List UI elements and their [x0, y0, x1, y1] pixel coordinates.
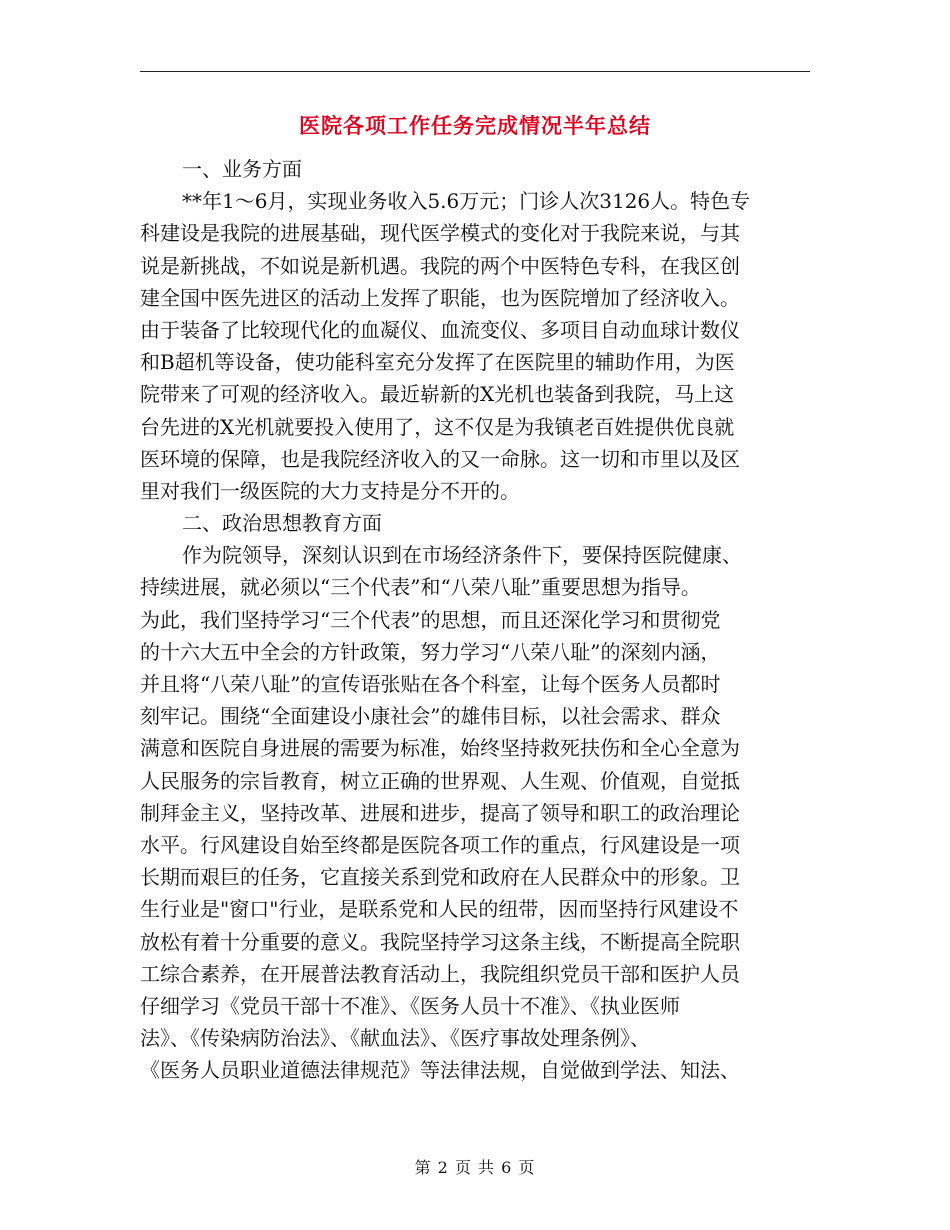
text-line: 并且将“八荣八耻”的宣传语张贴在各个科室，让每个医务人员都时	[140, 672, 721, 696]
text-line: 科建设是我院的进展基础，现代医学模式的变化对于我院来说，与其	[140, 221, 740, 246]
text-line: 和B超机等设备，使功能科室充分发挥了在医院里的辅助作用，为医	[140, 350, 735, 375]
text-line: 满意和医院自身进展的需要为标准，始终坚持救死扶伤和全心全意为	[140, 736, 740, 761]
header-rule	[140, 71, 810, 72]
text-line: 二、政治思想教育方面	[182, 511, 382, 536]
text-line: 工综合素养，在开展普法教育活动上，我院组织党员干部和医护人员	[140, 961, 740, 986]
text-line: 建全国中医先进区的活动上发挥了职能，也为医院增加了经济收入。	[140, 285, 740, 310]
text-line: 的十六大五中全会的方针政策，努力学习“八荣八耻”的深刻内涵，	[140, 639, 721, 664]
text-line: 刻牢记。围绕“全面建设小康社会”的雄伟目标，以社会需求、群众	[140, 704, 721, 729]
text-line: 长期而艰巨的任务，它直接关系到党和政府在人民群众中的形象。卫	[140, 865, 740, 890]
text-line: **年1～6月，实现业务收入5.6万元；门诊人次3126人。特色专	[182, 189, 751, 214]
text-line: 作为院领导，深刻认识到在市场经济条件下，要保持医院健康、	[182, 543, 742, 568]
page-number: 第 2 页 共 6 页	[414, 1158, 536, 1177]
text-line: 一、业务方面	[182, 157, 302, 181]
text-line: 为此，我们坚持学习“三个代表”的思想，而且还深化学习和贯彻党	[140, 607, 721, 632]
text-line: 医环境的保障，也是我院经济收入的又一命脉。这一切和市里以及区	[140, 446, 740, 471]
text-line: 台先进的X光机就要投入使用了，这不仅是为我镇老百姓提供优良就	[140, 414, 735, 439]
text-line: 人民服务的宗旨教育，树立正确的世界观、人生观、价值观，自觉抵	[140, 768, 740, 793]
text-line: 持续进展，就必须以“三个代表”和“八荣八耻”重要思想为指导。	[140, 575, 701, 600]
text-line: 仔细学习《党员干部十不准》、《医务人员十不准》、《执业医师	[140, 993, 680, 1018]
text-line: 由于装备了比较现代化的血凝仪、血流变仪、多项目自动血球计数仪	[140, 317, 740, 342]
text-line: 里对我们一级医院的大力支持是分不开的。	[140, 478, 520, 503]
document-body	[140, 153, 812, 1086]
text-line: 院带来了可观的经济收入。最近崭新的X光机也装备到我院，马上这	[140, 382, 735, 407]
text-line: 《医务人员职业道德法律规范》等法律法规，自觉做到学法、知法、	[140, 1058, 740, 1083]
document-title: 医院各项工作任务完成情况半年总结	[299, 113, 651, 138]
text-line: 法》、《传染病防治法》、《献血法》、《医疗事故处理条例》、	[140, 1026, 650, 1051]
text-line: 说是新挑战，不如说是新机遇。我院的两个中医特色专科，在我区创	[140, 253, 740, 278]
text-line: 制拜金主义，坚持改革、进展和进步，提高了领导和职工的政治理论	[140, 800, 740, 825]
text-line: 生行业是"窗口"行业，是联系党和人民的纽带，因而坚持行风建设不	[140, 897, 739, 922]
text-line: 放松有着十分重要的意义。我院坚持学习这条主线，不断提高全院职	[140, 929, 740, 954]
text-line: 水平。行风建设自始至终都是医院各项工作的重点，行风建设是一项	[140, 832, 740, 857]
